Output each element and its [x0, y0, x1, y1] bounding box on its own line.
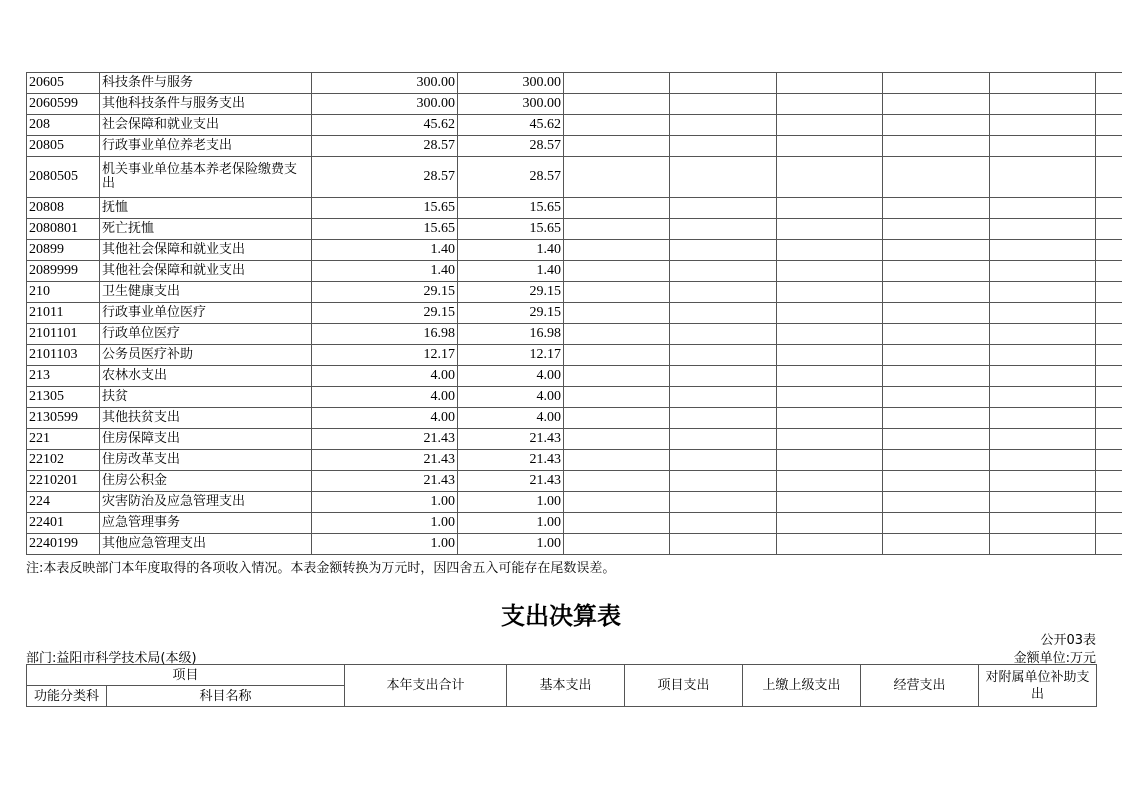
cell-empty: [883, 429, 990, 450]
cell-empty: [883, 219, 990, 240]
cell-name: 行政事业单位医疗: [100, 303, 312, 324]
cell-empty: [670, 73, 777, 94]
cell-empty: [883, 282, 990, 303]
cell-empty: [777, 303, 883, 324]
cell-empty: [670, 408, 777, 429]
cell-basic: 1.00: [458, 534, 564, 555]
table-row: [27, 282, 1122, 303]
cell-name: 其他社会保障和就业支出: [100, 261, 312, 282]
cell-total: 28.57: [312, 157, 458, 198]
cell-basic: 29.15: [458, 303, 564, 324]
header-business: 经营支出: [861, 665, 979, 707]
cell-name: 住房公积金: [100, 471, 312, 492]
page-title: 支出决算表: [501, 602, 621, 630]
cell-empty: [777, 136, 883, 157]
cell-name: 应急管理事务: [100, 513, 312, 534]
cell-code: 20899: [27, 240, 100, 261]
cell-empty: [990, 94, 1096, 115]
cell-empty: [1096, 513, 1122, 534]
cell-empty: [990, 366, 1096, 387]
cell-empty: [670, 492, 777, 513]
cell-code: 208: [27, 115, 100, 136]
table-row: [27, 136, 1122, 157]
cell-total: 4.00: [312, 408, 458, 429]
cell-empty: [990, 219, 1096, 240]
cell-basic: 4.00: [458, 408, 564, 429]
cell-basic: 21.43: [458, 450, 564, 471]
cell-total: 1.00: [312, 534, 458, 555]
cell-empty: [670, 115, 777, 136]
table-row: [27, 324, 1122, 345]
cell-code: 210: [27, 282, 100, 303]
cell-name: 其他扶贫支出: [100, 408, 312, 429]
cell-empty: [670, 219, 777, 240]
cell-empty: [990, 492, 1096, 513]
table-row: [27, 345, 1122, 366]
cell-total: 29.15: [312, 303, 458, 324]
cell-name: 扶贫: [100, 387, 312, 408]
table-row: [27, 450, 1122, 471]
cell-total: 1.40: [312, 240, 458, 261]
cell-basic: 300.00: [458, 94, 564, 115]
cell-empty: [670, 136, 777, 157]
cell-empty: [883, 157, 990, 198]
cell-name: 行政单位医疗: [100, 324, 312, 345]
cell-empty: [670, 471, 777, 492]
cell-empty: [777, 324, 883, 345]
cell-empty: [883, 387, 990, 408]
cell-empty: [564, 471, 670, 492]
cell-code: 2240199: [27, 534, 100, 555]
cell-empty: [564, 408, 670, 429]
cell-empty: [1096, 198, 1122, 219]
cell-total: 12.17: [312, 345, 458, 366]
header-total: 本年支出合计: [345, 665, 507, 707]
cell-empty: [670, 366, 777, 387]
cell-basic: 29.15: [458, 282, 564, 303]
cell-empty: [564, 282, 670, 303]
cell-empty: [990, 303, 1096, 324]
cell-name: 其他应急管理支出: [100, 534, 312, 555]
cell-total: 4.00: [312, 387, 458, 408]
cell-empty: [990, 282, 1096, 303]
cell-empty: [564, 492, 670, 513]
cell-empty: [1096, 73, 1122, 94]
header-basic: 基本支出: [507, 665, 625, 707]
cell-empty: [670, 513, 777, 534]
table-row: [27, 157, 1122, 198]
cell-empty: [990, 471, 1096, 492]
cell-total: 300.00: [312, 94, 458, 115]
cell-empty: [564, 450, 670, 471]
cell-total: 1.40: [312, 261, 458, 282]
cell-empty: [1096, 450, 1122, 471]
cell-empty: [1096, 471, 1122, 492]
cell-empty: [883, 471, 990, 492]
cell-code: 20605: [27, 73, 100, 94]
cell-empty: [564, 240, 670, 261]
cell-name: 其他社会保障和就业支出: [100, 240, 312, 261]
cell-empty: [883, 198, 990, 219]
cell-empty: [670, 94, 777, 115]
cell-empty: [883, 73, 990, 94]
cell-total: 21.43: [312, 471, 458, 492]
cell-code: 22102: [27, 450, 100, 471]
cell-total: 1.00: [312, 492, 458, 513]
cell-basic: 12.17: [458, 345, 564, 366]
cell-basic: 1.40: [458, 240, 564, 261]
table-row: [27, 73, 1122, 94]
cell-empty: [990, 450, 1096, 471]
cell-empty: [564, 345, 670, 366]
cell-empty: [1096, 366, 1122, 387]
cell-empty: [1096, 94, 1122, 115]
cell-empty: [883, 136, 990, 157]
cell-empty: [564, 198, 670, 219]
income-table: [26, 72, 1122, 555]
table-row: [27, 408, 1122, 429]
cell-total: 1.00: [312, 513, 458, 534]
cell-name: 住房保障支出: [100, 429, 312, 450]
cell-total: 28.57: [312, 136, 458, 157]
cell-empty: [1096, 136, 1122, 157]
cell-empty: [777, 408, 883, 429]
cell-empty: [777, 429, 883, 450]
cell-empty: [777, 387, 883, 408]
cell-basic: 16.98: [458, 324, 564, 345]
cell-empty: [883, 345, 990, 366]
cell-total: 29.15: [312, 282, 458, 303]
cell-empty: [777, 261, 883, 282]
cell-empty: [990, 157, 1096, 198]
cell-empty: [777, 366, 883, 387]
cell-empty: [670, 240, 777, 261]
header-subsidy: 对附属单位补助支出: [979, 665, 1097, 707]
cell-name: 灾害防治及应急管理支出: [100, 492, 312, 513]
cell-empty: [1096, 408, 1122, 429]
cell-empty: [670, 303, 777, 324]
cell-code: 22401: [27, 513, 100, 534]
department-label: 部门:益阳市科学技术局(本级): [26, 651, 197, 666]
cell-empty: [670, 387, 777, 408]
cell-empty: [777, 345, 883, 366]
table-row: [27, 303, 1122, 324]
cell-code: 2101101: [27, 324, 100, 345]
table-row: [27, 513, 1122, 534]
cell-empty: [883, 450, 990, 471]
cell-empty: [564, 324, 670, 345]
cell-empty: [670, 429, 777, 450]
cell-empty: [564, 136, 670, 157]
cell-empty: [777, 534, 883, 555]
cell-name: 农林水支出: [100, 366, 312, 387]
cell-basic: 21.43: [458, 429, 564, 450]
cell-empty: [1096, 115, 1122, 136]
cell-empty: [990, 73, 1096, 94]
cell-empty: [670, 324, 777, 345]
cell-empty: [777, 157, 883, 198]
cell-basic: 300.00: [458, 73, 564, 94]
cell-empty: [990, 198, 1096, 219]
cell-empty: [990, 324, 1096, 345]
cell-empty: [1096, 345, 1122, 366]
cell-basic: 4.00: [458, 387, 564, 408]
cell-code: 2130599: [27, 408, 100, 429]
cell-basic: 1.00: [458, 492, 564, 513]
header-func-code: 功能分类科: [27, 686, 107, 707]
cell-empty: [777, 471, 883, 492]
cell-empty: [777, 240, 883, 261]
cell-empty: [1096, 429, 1122, 450]
cell-empty: [564, 157, 670, 198]
cell-name: 死亡抚恤: [100, 219, 312, 240]
cell-basic: 1.00: [458, 513, 564, 534]
cell-total: 15.65: [312, 219, 458, 240]
cell-total: 16.98: [312, 324, 458, 345]
cell-empty: [564, 534, 670, 555]
cell-empty: [990, 115, 1096, 136]
cell-code: 2080801: [27, 219, 100, 240]
cell-empty: [670, 534, 777, 555]
expense-table-header: [26, 664, 1097, 707]
cell-empty: [670, 345, 777, 366]
cell-empty: [777, 219, 883, 240]
cell-empty: [883, 115, 990, 136]
cell-name: 其他科技条件与服务支出: [100, 94, 312, 115]
cell-total: 15.65: [312, 198, 458, 219]
cell-empty: [990, 261, 1096, 282]
cell-empty: [883, 534, 990, 555]
cell-empty: [564, 303, 670, 324]
cell-empty: [883, 408, 990, 429]
header-subject-name: 科目名称: [107, 686, 345, 707]
table-row: [27, 387, 1122, 408]
cell-empty: [777, 73, 883, 94]
cell-code: 221: [27, 429, 100, 450]
cell-empty: [777, 198, 883, 219]
cell-basic: 15.65: [458, 198, 564, 219]
cell-code: 2089999: [27, 261, 100, 282]
table-row: [27, 366, 1122, 387]
cell-empty: [990, 534, 1096, 555]
cell-empty: [670, 157, 777, 198]
cell-code: 20805: [27, 136, 100, 157]
cell-empty: [883, 513, 990, 534]
cell-empty: [1096, 324, 1122, 345]
cell-code: 2101103: [27, 345, 100, 366]
table-row: [27, 219, 1122, 240]
cell-empty: [1096, 157, 1122, 198]
table-row: [27, 471, 1122, 492]
cell-name: 机关事业单位基本养老保险缴费支出: [100, 157, 312, 198]
table-row: [27, 94, 1122, 115]
cell-empty: [1096, 219, 1122, 240]
cell-empty: [564, 219, 670, 240]
cell-empty: [883, 303, 990, 324]
cell-code: 213: [27, 366, 100, 387]
cell-empty: [1096, 240, 1122, 261]
table-row: [27, 198, 1122, 219]
cell-empty: [883, 261, 990, 282]
table-number: 公开03表: [1040, 633, 1096, 648]
cell-name: 社会保障和就业支出: [100, 115, 312, 136]
cell-basic: 4.00: [458, 366, 564, 387]
cell-empty: [777, 513, 883, 534]
table-row: [27, 240, 1122, 261]
cell-code: 20808: [27, 198, 100, 219]
cell-empty: [883, 94, 990, 115]
cell-empty: [990, 513, 1096, 534]
cell-empty: [564, 429, 670, 450]
cell-code: 224: [27, 492, 100, 513]
table-row: [27, 115, 1122, 136]
cell-empty: [670, 261, 777, 282]
cell-empty: [883, 240, 990, 261]
cell-basic: 28.57: [458, 157, 564, 198]
cell-total: 21.43: [312, 450, 458, 471]
table-note: 注:本表反映部门本年度取得的各项收入情况。本表金额转换为万元时，因四舍五入可能存在尾数误差。: [26, 561, 616, 576]
table-row: [27, 429, 1122, 450]
header-project: 项目支出: [625, 665, 743, 707]
cell-code: 21305: [27, 387, 100, 408]
cell-basic: 1.40: [458, 261, 564, 282]
cell-name: 科技条件与服务: [100, 73, 312, 94]
cell-empty: [564, 94, 670, 115]
cell-empty: [564, 366, 670, 387]
cell-name: 抚恤: [100, 198, 312, 219]
table-row: [27, 534, 1122, 555]
cell-empty: [564, 387, 670, 408]
cell-basic: 21.43: [458, 471, 564, 492]
cell-empty: [777, 94, 883, 115]
cell-empty: [670, 282, 777, 303]
cell-empty: [990, 408, 1096, 429]
cell-empty: [564, 261, 670, 282]
cell-total: 4.00: [312, 366, 458, 387]
cell-empty: [777, 450, 883, 471]
cell-empty: [1096, 303, 1122, 324]
cell-empty: [564, 513, 670, 534]
cell-empty: [670, 198, 777, 219]
cell-code: 2080505: [27, 157, 100, 198]
cell-empty: [990, 429, 1096, 450]
cell-basic: 15.65: [458, 219, 564, 240]
cell-empty: [990, 345, 1096, 366]
cell-empty: [990, 387, 1096, 408]
cell-empty: [1096, 534, 1122, 555]
cell-name: 卫生健康支出: [100, 282, 312, 303]
cell-basic: 45.62: [458, 115, 564, 136]
cell-empty: [777, 492, 883, 513]
cell-empty: [564, 115, 670, 136]
cell-empty: [1096, 282, 1122, 303]
header-upper: 上缴上级支出: [743, 665, 861, 707]
cell-code: 2060599: [27, 94, 100, 115]
cell-code: 21011: [27, 303, 100, 324]
cell-name: 行政事业单位养老支出: [100, 136, 312, 157]
cell-empty: [777, 115, 883, 136]
cell-total: 21.43: [312, 429, 458, 450]
cell-name: 住房改革支出: [100, 450, 312, 471]
cell-empty: [777, 282, 883, 303]
cell-name: 公务员医疗补助: [100, 345, 312, 366]
cell-empty: [883, 366, 990, 387]
cell-total: 45.62: [312, 115, 458, 136]
table-row: [27, 492, 1122, 513]
cell-empty: [1096, 492, 1122, 513]
amount-unit: 金额单位:万元: [1013, 651, 1096, 666]
table-row: [27, 261, 1122, 282]
cell-empty: [564, 73, 670, 94]
cell-total: 300.00: [312, 73, 458, 94]
cell-empty: [670, 450, 777, 471]
cell-basic: 28.57: [458, 136, 564, 157]
cell-code: 2210201: [27, 471, 100, 492]
cell-empty: [990, 240, 1096, 261]
cell-empty: [1096, 387, 1122, 408]
cell-empty: [990, 136, 1096, 157]
header-item: 项目: [27, 665, 345, 686]
cell-empty: [1096, 261, 1122, 282]
cell-empty: [883, 492, 990, 513]
cell-empty: [883, 324, 990, 345]
